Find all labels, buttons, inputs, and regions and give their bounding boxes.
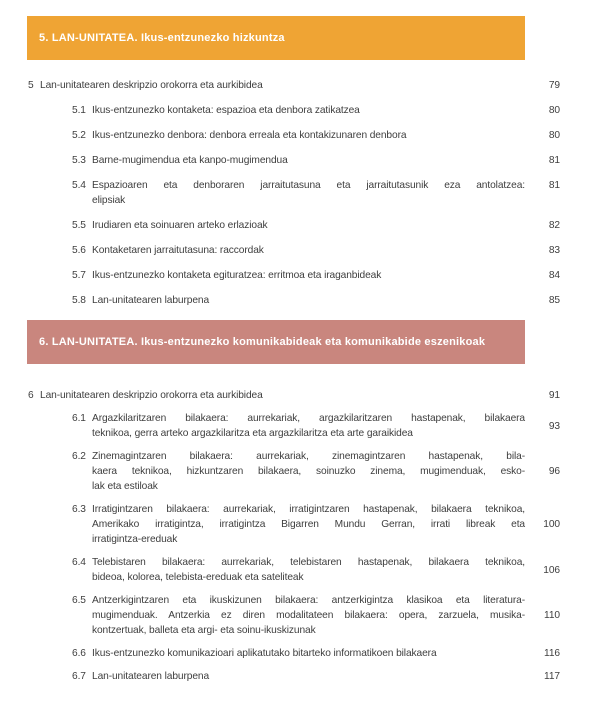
toc-item-title-line: Amerikako irratigintza, irratigintza Bigarren Mundu Gerran, irrati libreak eta — [92, 519, 525, 530]
toc-row-6-7 — [0, 669, 600, 684]
toc-item-number: 6.2 — [72, 451, 86, 462]
unit-5-header-title: 5. LAN-UNITATEA. Ikus-entzunezko hizkuntza — [39, 32, 285, 44]
unit-section-5 — [0, 16, 600, 308]
toc-item-title-line: Kontaketaren jarraitutasuna: raccordak — [92, 245, 264, 256]
toc-row-6-6 — [0, 646, 600, 661]
toc-item-number: 5.6 — [72, 245, 86, 256]
toc-item-title-line: Lan-unitatearen laburpena — [92, 295, 210, 306]
toc-item-title-line: kaera teknikoa, hizkuntzaren bilakaera, soinuzko zinema, mugimenduak, esko- — [92, 466, 525, 477]
toc-item-title — [92, 293, 525, 308]
toc-item-title-line: kontzertuak, balleta eta argi- eta soinu-ikuskizunak — [92, 625, 316, 636]
unit-section-6 — [0, 320, 600, 684]
toc-item-number: 6.4 — [72, 557, 86, 568]
unit-6-header-bar — [27, 320, 525, 364]
toc-row-5-1 — [0, 103, 600, 118]
toc-page-number: 82 — [548, 220, 560, 231]
toc-page-number: 93 — [548, 420, 560, 432]
toc-page-number: 106 — [543, 564, 560, 576]
toc-page-number: 83 — [548, 245, 560, 256]
toc-row-5-3 — [0, 153, 600, 168]
toc-item-number: 5.5 — [72, 220, 86, 231]
toc-item-number: 6 — [28, 390, 34, 401]
toc-item-number: 5.4 — [72, 180, 86, 191]
toc-item-list — [0, 388, 600, 684]
toc-row-5-6 — [0, 243, 600, 258]
toc-row-5-5 — [0, 218, 600, 233]
toc-row-5-7 — [0, 268, 600, 283]
toc-item-number: 6.1 — [72, 413, 86, 424]
toc-item-title — [92, 218, 525, 233]
toc-page-number: 91 — [548, 390, 560, 401]
toc-page-number: 116 — [544, 648, 560, 659]
toc-page-number: 84 — [548, 270, 560, 281]
toc-item-title-line: Ikus-entzunezko komunikazioari aplikatutako bitarteko informatikoen bilakaera — [92, 648, 437, 659]
toc-item-title-line: Barne-mugimendua eta kanpo-mugimendua — [92, 155, 288, 166]
toc-row-5-4 — [0, 178, 600, 208]
toc-row-6 — [0, 388, 600, 403]
toc-item-number: 5.2 — [72, 130, 86, 141]
toc-item-title-line: Ikus-entzunezko denbora: denbora erreala eta kontakizunaren denbora — [92, 130, 407, 141]
toc-item-title-line: mugimenduak. Antzerkia ez diren modalitateen bilakaera: opera, zarzuela, musika- — [92, 610, 525, 621]
toc-item-number: 5.7 — [72, 270, 86, 281]
toc-item-title — [92, 449, 525, 494]
toc-page-number: 117 — [544, 671, 560, 682]
toc-row-6-1 — [0, 411, 600, 441]
toc-row-5 — [0, 78, 600, 93]
toc-item-number: 5 — [28, 80, 34, 91]
toc-item-title — [92, 593, 525, 638]
toc-row-6-3 — [0, 502, 600, 547]
toc-item-title — [92, 153, 525, 168]
toc-item-number: 5.8 — [72, 295, 86, 306]
toc-item-title — [40, 388, 525, 403]
toc-item-title-line: Espazioaren eta denboraren jarraitutasuna eta jarraitutasunik eza antolatzea: — [92, 180, 525, 191]
toc-page-number: 80 — [548, 105, 560, 116]
toc-item-title — [92, 128, 525, 143]
toc-item-title-line: teknikoa, gerra arteko argazkilaritza eta argazkilaritza eta arte garaikidea — [92, 428, 413, 439]
toc-item-title-line: Zinemagintzaren bilakaera: aurrekariak, zinemagintzaren hastapenak, bila- — [92, 451, 525, 462]
toc-item-list — [0, 78, 600, 308]
toc-item-title — [92, 243, 525, 258]
toc-page-number: 110 — [544, 610, 560, 621]
toc-item-number: 6.7 — [72, 671, 86, 682]
toc-item-title — [92, 268, 525, 283]
toc-item-title-line: irratigintza-ereduak — [92, 534, 178, 545]
toc-item-title-line: Lan-unitatearen deskripzio orokorra eta aurkibidea — [40, 390, 263, 401]
toc-page-number: 81 — [548, 180, 560, 191]
toc-item-number: 6.5 — [72, 595, 86, 606]
toc-row-6-2 — [0, 449, 600, 494]
toc-page-number: 100 — [543, 519, 560, 530]
toc-page-number: 80 — [548, 130, 560, 141]
toc-item-title-line: Argazkilaritzaren bilakaera: aurrekariak, argazkilaritzaren hastapenak, bilakaera — [92, 413, 525, 424]
toc-item-title-line: Irratigintzaren bilakaera: aurrekariak, irratigintzaren hastapenak, bilakaera teknikoa, — [92, 504, 525, 515]
toc-row-5-2 — [0, 128, 600, 143]
toc-item-title-line: lak eta estiloak — [92, 481, 158, 492]
toc-item-title-line: Ikus-entzunezko kontaketa: espazioa eta denbora zatikatzea — [92, 105, 360, 116]
toc-item-title-line: Lan-unitatearen laburpena — [92, 671, 210, 682]
toc-item-title — [92, 103, 525, 118]
toc-item-title-line: Telebistaren bilakaera: aurrekariak, telebistaren hastapenak, bilakaera teknikoa, — [92, 557, 525, 568]
toc-item-title — [92, 669, 525, 684]
toc-item-title — [92, 646, 525, 661]
toc-item-number: 5.1 — [72, 105, 86, 116]
toc-item-number: 6.6 — [72, 648, 86, 659]
toc-item-number: 5.3 — [72, 155, 86, 166]
toc-row-5-8 — [0, 293, 600, 308]
toc-item-title-line: Lan-unitatearen deskripzio orokorra eta aurkibidea — [40, 80, 263, 91]
toc-item-number: 6.3 — [72, 504, 86, 515]
toc-row-6-5 — [0, 593, 600, 638]
toc-item-title — [92, 178, 525, 208]
unit-6-header-title: 6. LAN-UNITATEA. Ikus-entzunezko komunikabideak eta komunikabide eszenikoak — [39, 336, 486, 348]
toc-item-title-line: Irudiaren eta soinuaren arteko erlazioak — [92, 220, 268, 231]
toc-page-number: 81 — [548, 155, 560, 166]
toc-item-title-line: elipsiak — [92, 195, 126, 206]
toc-page-number: 79 — [548, 80, 560, 91]
toc-item-title — [92, 411, 525, 441]
toc-item-title-line: bideoa, kolorea, telebista-ereduak eta sateliteak — [92, 572, 304, 583]
toc-row-6-4 — [0, 555, 600, 585]
toc-page-number: 85 — [548, 295, 560, 306]
toc-item-title — [92, 555, 525, 585]
toc-page-number: 96 — [548, 466, 560, 477]
toc-item-title — [92, 502, 525, 547]
unit-5-header-bar — [27, 16, 525, 60]
toc-item-title — [40, 78, 525, 93]
toc-item-title-line: Ikus-entzunezko kontaketa egituratzea: erritmoa eta iraganbideak — [92, 270, 382, 281]
toc-item-title-line: Antzerkigintzaren eta ikuskizunen bilakaera: antzerkigintza klasikoa eta literatura- — [92, 595, 525, 606]
